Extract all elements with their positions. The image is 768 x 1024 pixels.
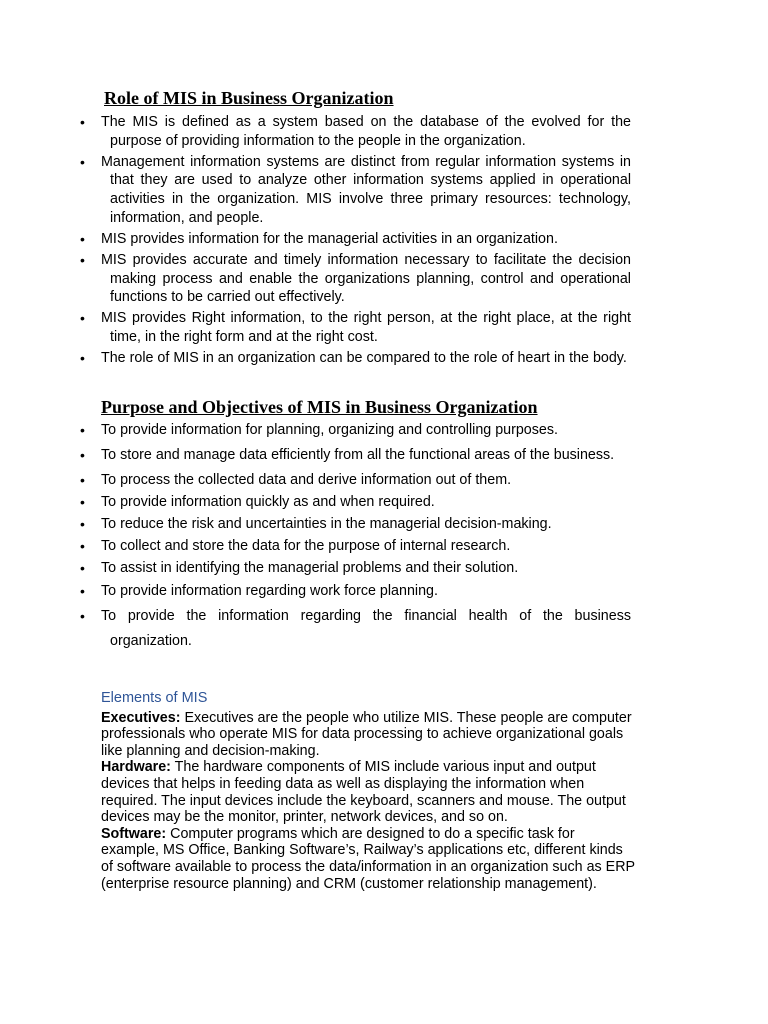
list-item-text: MIS provides Right information, to the right person, at the right place, at the right time, in the right form and at the right cost. <box>101 310 631 345</box>
element-hardware <box>101 759 635 825</box>
element-description: Computer programs which are designed to do a specific task for example, MS Office, Banking Software’s, Railway’s applications etc, different kinds of software available to process the data/information in an organization such as ERP (enterprise resource planning) and CRM (customer relationship management). <box>101 825 635 892</box>
role-bullet-list <box>0 113 631 370</box>
list-item-text: The MIS is defined as a system based on the database of the evolved for the purpose of providing information to the people in the organization. <box>101 114 631 149</box>
bullet-icon: • <box>80 494 85 511</box>
list-item <box>0 582 631 602</box>
bullet-icon: • <box>80 230 85 247</box>
bullet-icon: • <box>80 447 85 464</box>
bullet-icon: • <box>80 349 85 366</box>
list-item <box>0 604 631 654</box>
list-item-text: To store and manage data efficiently from all the functional areas of the business. <box>101 447 615 464</box>
list-item-text: MIS provides information for the managerial activities in an organization. <box>101 230 558 247</box>
elements-of-mis-section <box>101 690 635 892</box>
list-item-text: To assist in identifying the managerial problems and their solution. <box>101 560 519 577</box>
section-title-role: Role of MIS in Business Organization <box>104 88 394 108</box>
list-item <box>0 493 631 513</box>
list-item-text: To provide information for planning, organizing and controlling purposes. <box>101 422 558 438</box>
list-item-text: Management information systems are distinct from regular information systems in that they are used to analyze other information systems applied in operational activities in the organization. MIS involve three primary resources: technology, information, and people. <box>101 153 631 226</box>
list-item <box>0 471 631 491</box>
list-item-text: To provide information regarding work force planning. <box>101 582 438 599</box>
list-item <box>0 537 631 557</box>
list-item-text: To provide the information regarding the financial health of the business organization. <box>101 607 631 649</box>
section-title-purpose: Purpose and Objectives of MIS in Business Organization <box>101 397 538 417</box>
bullet-icon: • <box>80 251 85 268</box>
elements-heading: Elements of MIS <box>101 690 208 706</box>
list-item <box>0 153 631 228</box>
list-item-text: To process the collected data and derive information out of them. <box>101 472 512 489</box>
element-term: Executives: <box>101 709 181 726</box>
bullet-icon: • <box>80 422 85 438</box>
list-item <box>0 421 631 441</box>
bullet-icon: • <box>80 607 85 624</box>
list-item <box>0 349 631 368</box>
list-item <box>0 515 631 535</box>
list-item <box>0 230 631 249</box>
element-term: Software: <box>101 825 167 842</box>
element-description: Executives are the people who utilize MIS. These people are computer professionals who operate MIS for data processing to achieve organizational goals like planning and decision-making. <box>101 709 632 759</box>
element-executives <box>101 710 635 760</box>
list-item-text: To provide information quickly as and when required. <box>101 494 435 511</box>
element-term: Hardware: <box>101 759 171 776</box>
bullet-icon: • <box>80 516 85 533</box>
list-item-text: MIS provides accurate and timely information necessary to facilitate the decision making process and enable the organizations planning, control and operational functions to be carried out effectively. <box>101 251 631 306</box>
element-software <box>101 826 635 892</box>
bullet-icon: • <box>80 538 85 555</box>
list-item <box>0 443 631 468</box>
bullet-icon: • <box>80 310 85 327</box>
element-description: The hardware components of MIS include various input and output devices that helps in feeding data as well as displaying the information when required. The input devices include the keyboard, scanners and mouse. The output devices may be the monitor, printer, network devices, and so on. <box>101 759 626 826</box>
list-item-text: To reduce the risk and uncertainties in the managerial decision-making. <box>101 516 552 533</box>
bullet-icon: • <box>80 560 85 577</box>
list-item <box>0 559 631 579</box>
list-item <box>0 309 631 346</box>
list-item <box>0 251 631 307</box>
bullet-icon: • <box>80 582 85 599</box>
list-item-text: To collect and store the data for the purpose of internal research. <box>101 538 511 555</box>
purpose-bullet-list <box>0 421 631 657</box>
bullet-icon: • <box>80 472 85 489</box>
bullet-icon: • <box>80 114 85 130</box>
list-item-text: The role of MIS in an organization can be compared to the role of heart in the body. <box>101 349 627 366</box>
bullet-icon: • <box>80 153 85 170</box>
list-item <box>0 113 631 150</box>
